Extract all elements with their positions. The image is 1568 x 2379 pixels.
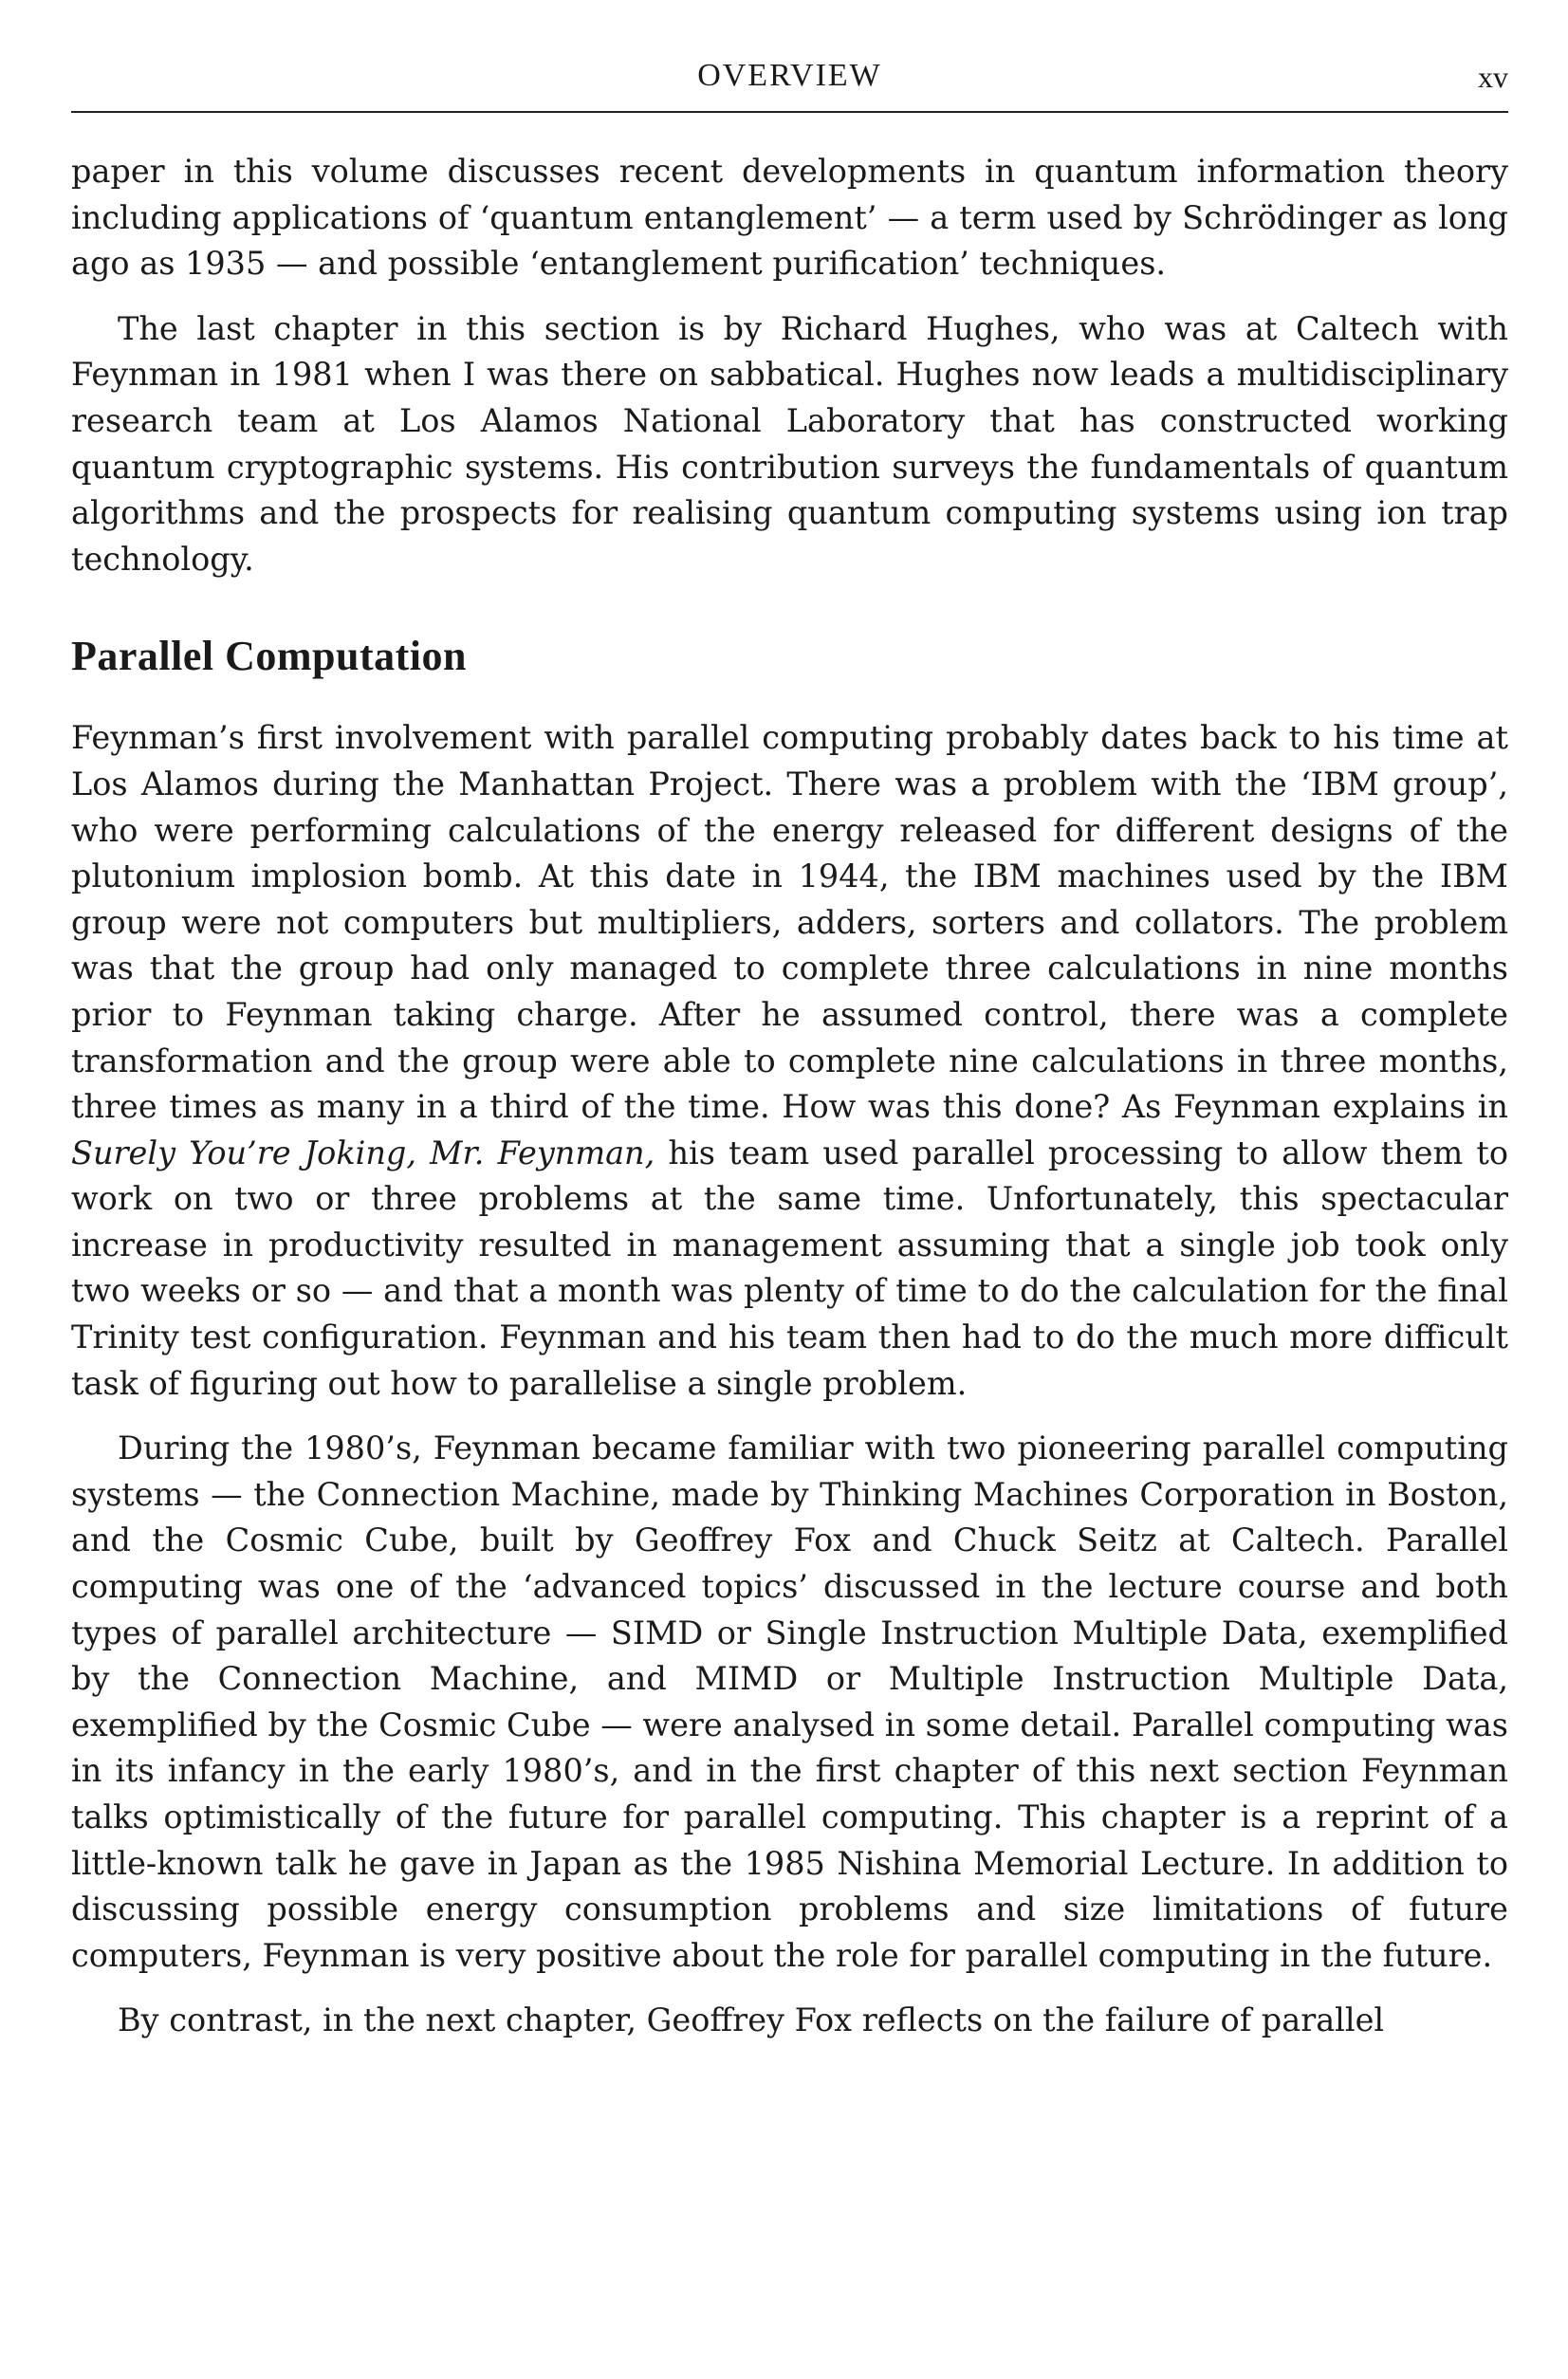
book-title: Surely You’re Joking, Mr. Feynman, <box>71 1134 655 1171</box>
running-head <box>71 52 1508 113</box>
paragraph-los-alamos <box>71 715 1508 1407</box>
page-number: xv <box>1478 60 1508 94</box>
running-title: OVERVIEW <box>697 58 882 93</box>
paragraph-continued: paper in this volume discusses recent developments in quantum information theory including applications of ‘quantum entanglement’ — a term used by Schrödinger as long ago as 1935 — and possible ‘entanglement purification’ techniques. <box>71 153 1508 283</box>
paragraph-fox: By contrast, in the next chapter, Geoffrey Fox reflects on the failure of parallel <box>118 2001 1385 2039</box>
body-text <box>71 149 1508 2044</box>
section-heading: Parallel Computation <box>71 633 467 680</box>
book-page <box>71 52 1508 2063</box>
paragraph-los-alamos-text-start: Feynman’s first involvement with parallel computing probably dates back to his time at Los Alamos during the Manhattan Project. There was a problem with the ‘IBM group’, who were performing calculations of the energy released for different designs of the plutonium implosion bomb. At this date in 1944, the IBM machines used by the IBM group were not computers but multipliers, adders, sorters and collators. The problem was that the group had only managed to complete three calculations in nine months prior to Feynman taking charge. After he assumed control, there was a complete transformation and the group were able to complete nine calculations in three months, three times as many in a third of the time. How was this done? As Feynman explains in <box>71 719 1508 1126</box>
paragraph-1980s: During the 1980’s, Feynman became familiar with two pioneering parallel computing systems — the Connection Machine, made by Thinking Machines Corporation in Boston, and the Cosmic Cube, built by Geoffrey Fox and Chuck Seitz at Caltech. Parallel computing was one of the ‘advanced topics’ discussed in the lecture course and both types of parallel architecture — SIMD or Single Instruction Multiple Data, exemplified by the Connection Machine, and MIMD or Multiple Instruction Multiple Data, exemplified by the Cosmic Cube — were analysed in some detail. Parallel computing was in its infancy in the early 1980’s, and in the first chapter of this next section Feynman talks optimistically of the future for parallel computing. This chapter is a reprint of a little-known talk he gave in Japan as the 1985 Nishina Memorial Lecture. In addition to discussing possible energy consumption problems and size limitations of future computers, Feynman is very positive about the role for parallel computing in the future. <box>71 1429 1508 1974</box>
paragraph-hughes: The last chapter in this section is by Richard Hughes, who was at Caltech with Feynman in 1981 when I was there on sabbatical. Hughes now leads a multidisciplinary research team at Los Alamos National Laboratory that has constructed working quantum cryptographic systems. His contribution surveys the fundamentals of quantum algorithms and the prospects for realising quantum computing systems using ion trap technology. <box>71 309 1508 578</box>
paragraph-los-alamos-text-end: his team used parallel processing to allow them to work on two or three problems at the same time. Unfortunately, this spectacular increase in productivity resulted in management assuming that a single job took only two weeks or so — and that a month was plenty of time to do the calculation for the final Trinity test configuration. Feynman and his team then had to do the much more difficult task of figuring out how to parallelise a single problem. <box>71 1134 1508 1402</box>
